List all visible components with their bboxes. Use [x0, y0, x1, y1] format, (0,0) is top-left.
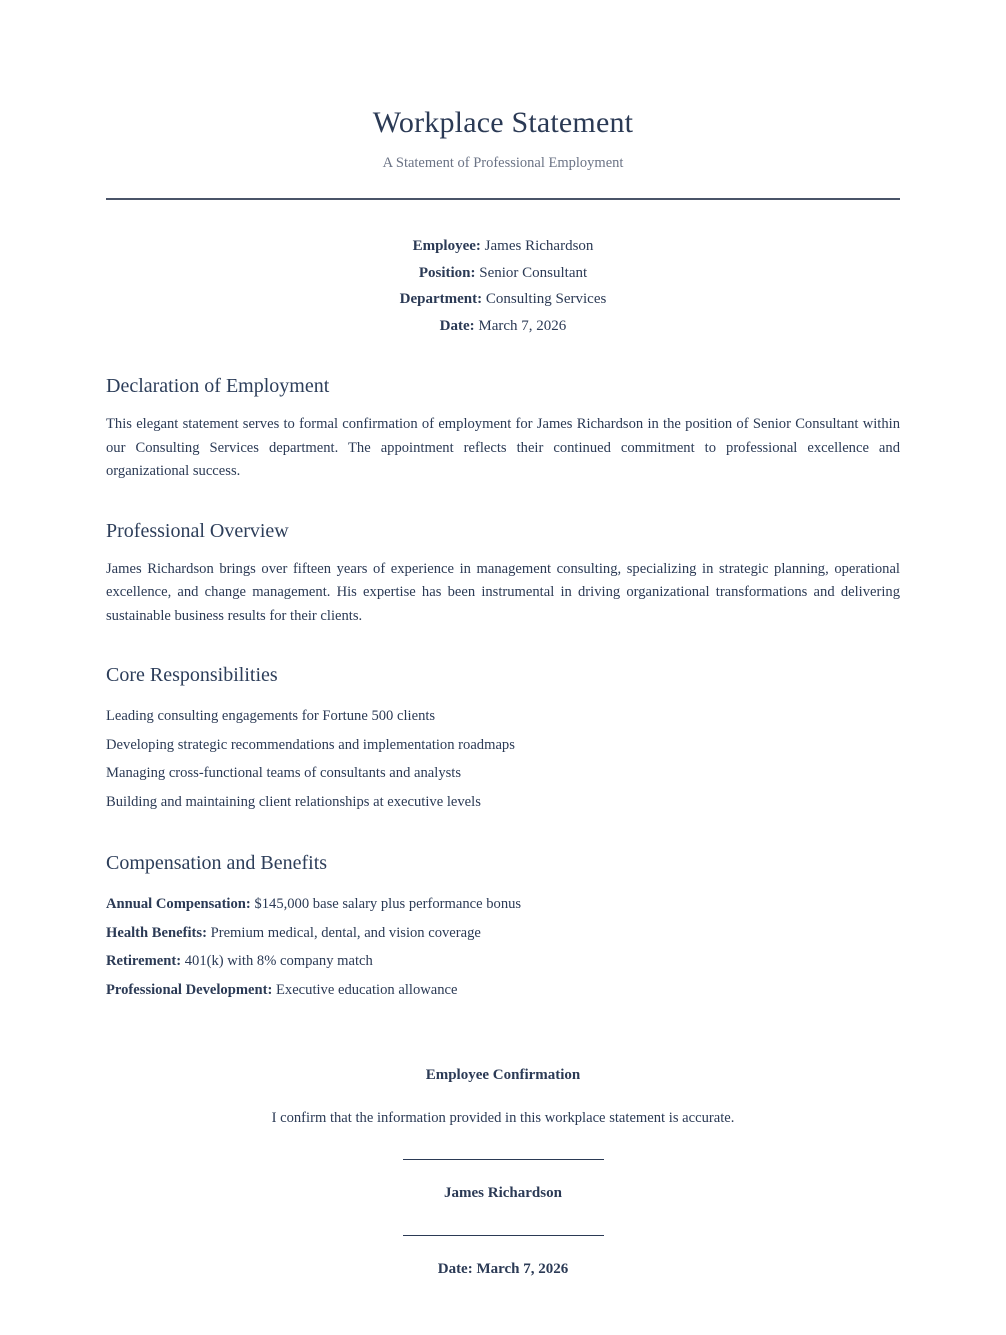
page-subtitle: A Statement of Professional Employment [382, 154, 624, 171]
section-body-overview: James Richardson brings over fifteen years of experience in management consulting, specializing in strategic planning, operational excellence, and change management. His expertise has been instrumental in driving organizational transformations and delivering sustainable business results for their clients. [106, 560, 900, 624]
page-title: Workplace Statement [372, 106, 634, 139]
meta-label-department: Department: [399, 291, 483, 308]
section-compensation [106, 850, 900, 1004]
section-heading-responsibilities: Core Responsibilities [106, 664, 278, 687]
compensation-value: Premium medical, dental, and vision coverage [210, 924, 481, 941]
list-item [106, 947, 900, 976]
meta-row-department [106, 286, 900, 313]
signature-date: Date: March 7, 2026 [437, 1260, 569, 1277]
responsibilities-list [106, 702, 900, 816]
employee-meta-block [106, 233, 900, 339]
employee-confirmation-block [106, 1066, 900, 1279]
compensation-label: Professional Development: [106, 981, 273, 998]
confirmation-title: Employee Confirmation [425, 1067, 581, 1084]
section-body-declaration: This elegant statement serves to formal confirmation of employment for James Richardson in the position of Senior Consultant within our Consulting Services department. The appointment reflects their continued commitment to professional excellence and organizational success. [106, 416, 900, 480]
list-item: Leading consulting engagements for Fortune 500 clients [106, 708, 436, 725]
confirmation-text: I confirm that the information provided in this workplace statement is accurate. [271, 1109, 735, 1126]
meta-label-employee: Employee: [412, 238, 481, 255]
section-responsibilities [106, 662, 900, 816]
meta-value-date: March 7, 2026 [478, 317, 567, 334]
section-heading-overview: Professional Overview [106, 519, 289, 542]
list-item [106, 976, 900, 1005]
list-item [106, 890, 900, 919]
list-item [106, 919, 900, 948]
meta-value-department: Consulting Services [485, 291, 607, 308]
compensation-list [106, 890, 900, 1004]
meta-label-position: Position: [418, 264, 476, 281]
meta-row-position [106, 260, 900, 287]
signature-line-bottom [403, 1235, 604, 1236]
list-item: Developing strategic recommendations and implementation roadmaps [106, 736, 515, 753]
meta-row-employee [106, 233, 900, 260]
section-heading-compensation: Compensation and Benefits [106, 852, 328, 875]
compensation-value: $145,000 base salary plus performance bonus [254, 896, 522, 913]
meta-label-date: Date: [439, 317, 475, 334]
signature-name: James Richardson [444, 1185, 562, 1202]
meta-row-date [106, 313, 900, 340]
compensation-label: Retirement: [106, 953, 182, 970]
section-overview [106, 518, 900, 629]
list-item: Managing cross-functional teams of consultants and analysts [106, 765, 462, 782]
list-item: Building and maintaining client relationships at executive levels [106, 793, 481, 810]
meta-value-employee: James Richardson [484, 238, 594, 255]
section-declaration [106, 373, 900, 484]
document-header [106, 0, 900, 200]
signature-line-top [403, 1159, 604, 1160]
compensation-value: 401(k) with 8% company match [184, 953, 373, 970]
compensation-value: Executive education allowance [275, 981, 458, 998]
compensation-label: Annual Compensation: [106, 896, 251, 913]
compensation-label: Health Benefits: [106, 924, 207, 941]
meta-value-position: Senior Consultant [479, 264, 588, 281]
section-heading-declaration: Declaration of Employment [106, 375, 330, 398]
header-divider [106, 198, 900, 200]
